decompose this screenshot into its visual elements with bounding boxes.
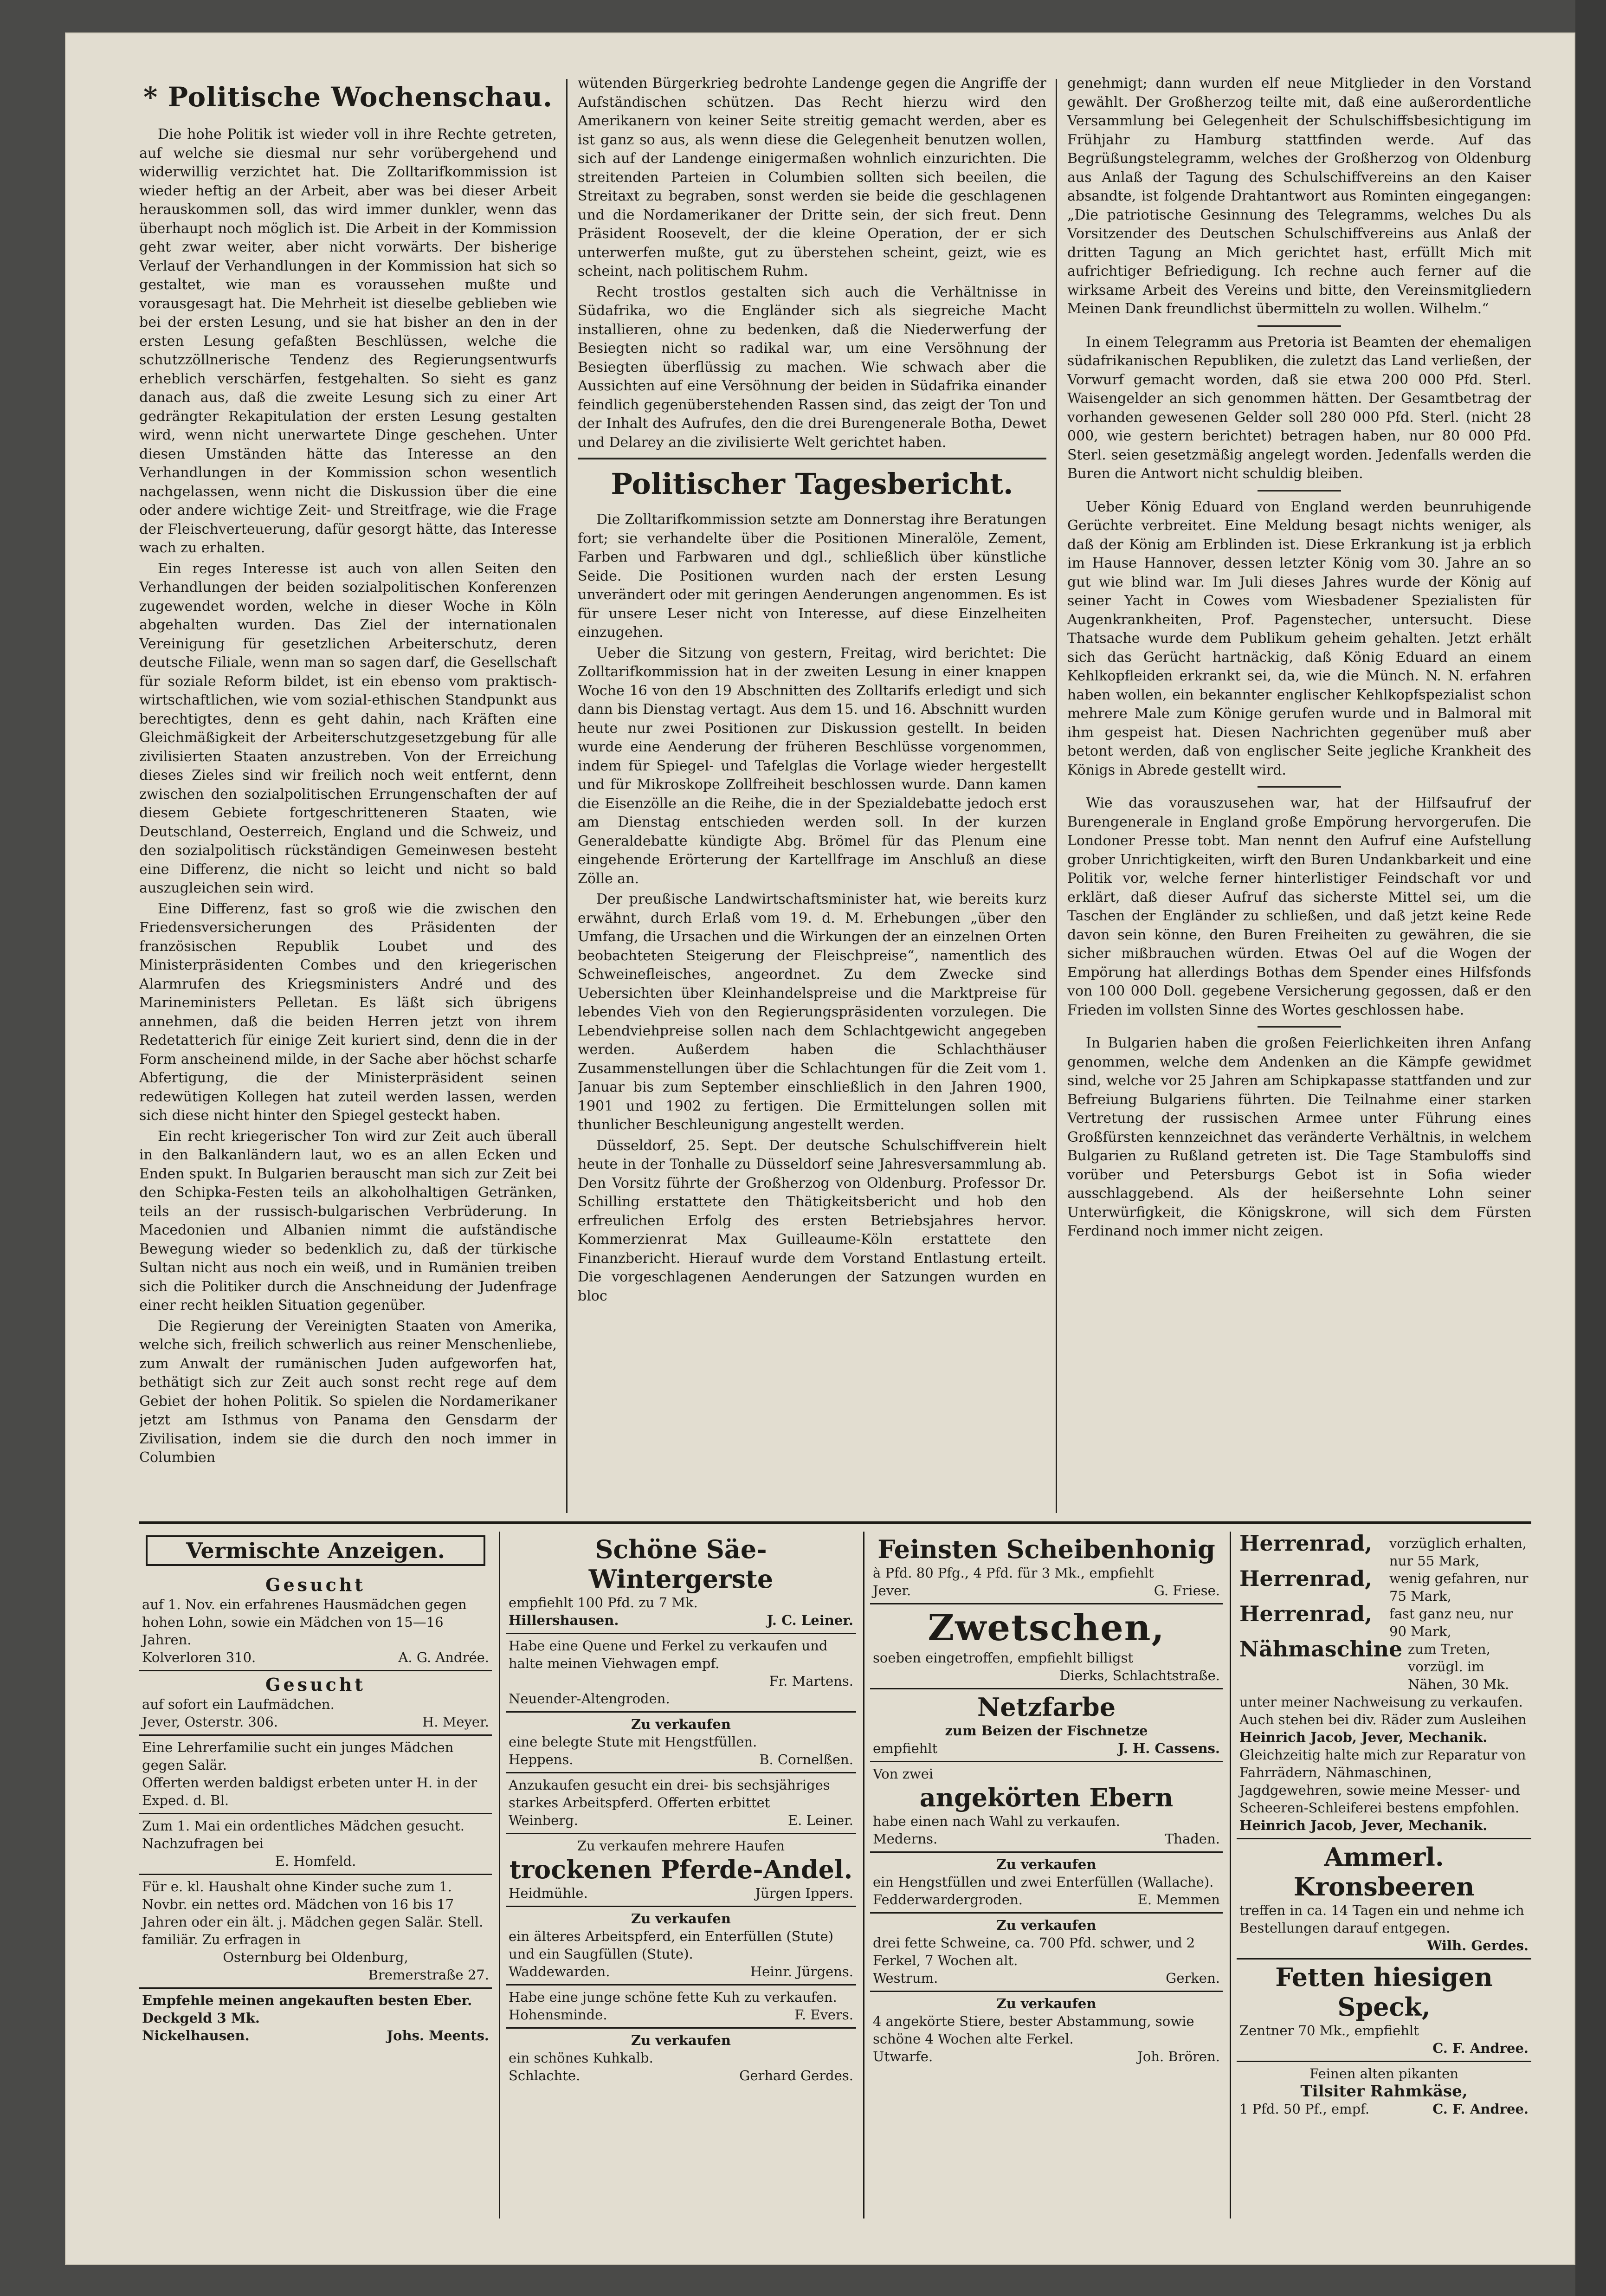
ad-text: Für e. kl. Haushalt ohne Kinder suche zum 1. Novbr. ein nettes ord. Mädchen von 16 bis 17 Jahren oder ein ält. j. Mädchen gegen Salär. Stell. familiär. Zu erfragen in bbox=[142, 1879, 484, 1947]
ad-text: Zum 1. Mai ein ordentliches Mädchen gesucht. Nachzufragen bei bbox=[142, 1818, 464, 1851]
ad-place: Hohensminde. bbox=[509, 2007, 607, 2023]
short-divider bbox=[1258, 490, 1341, 492]
tagesbericht-heading: Politischer Tagesbericht. bbox=[611, 467, 1013, 501]
ad-title: Gesucht bbox=[265, 1574, 366, 1595]
ad-text: Habe eine junge schöne fette Kuh zu verkaufen. bbox=[509, 1989, 837, 2005]
ad-name: B. Cornelßen. bbox=[759, 1752, 853, 1767]
ad-kronsbeeren bbox=[1237, 1839, 1531, 1960]
ad-name: Gerhard Gerdes. bbox=[739, 2068, 853, 2083]
ad-title: Herrenrad, bbox=[1239, 1532, 1373, 1556]
newspaper-page bbox=[139, 74, 1531, 2218]
ad-herrenraeder bbox=[1237, 1532, 1531, 1839]
ads-rule-vertical bbox=[499, 1532, 500, 2218]
ad-scheibenhonig bbox=[870, 1532, 1223, 1604]
paragraph: Düsseldorf, 25. Sept. Der deutsche Schulschiffverein hielt heute in der Tonhalle zu Düsseldorf seine Jahresversammlung ab. Den Vorsitz führte der Großherzog von Oldenburg. Professor Dr. Schilling erstattete den Thätigkeitsbericht und hob den erfreulichen Erfolg des ersten Betriebsjahres hervor. Kommerzienrat Max Guilleaume-Köln erstattete den Finanzbericht. Hierauf wurde dem Vorstand Entlastung erteilt. Die vorgeschlagenen Aenderungen der Satzungen wurden en bloc bbox=[578, 1137, 1046, 1304]
ad-place: Osternburg bei Oldenburg, bbox=[223, 1949, 408, 1965]
ad-gesucht-hausmaedchen bbox=[139, 1572, 492, 1671]
ad-title: Zu verkaufen bbox=[996, 1917, 1096, 1933]
ad-name: H. Meyer. bbox=[422, 1714, 489, 1730]
ads-column-2 bbox=[506, 1532, 856, 2218]
paragraph: In einem Telegramm aus Pretoria ist Beamten der ehemaligen südafrikanischen Republiken, die zuletzt das Land verließen, der Vorwurf gemacht worden, daß sie etwa 200 000 Pfd. Sterl. Waisengelder an sich genommen hätten. Der Gesamtbetrag der vorhanden gewesenen Gelder soll 280 000 Pfd. Sterl. (nicht 28 000, wie gestern berichtet) betragen haben, nur 80 000 Pfd. Sterl. seien gesetzmäßig angelegt worden. Jedenfalls werden die Buren die Antwort nicht schuldig bleiben. bbox=[1067, 334, 1531, 482]
ad-text: Empfehle meinen angekauften besten Eber. Deckgeld 3 Mk. bbox=[142, 1992, 472, 2026]
ad-text: soeben eingetroffen, empfiehlt billigst bbox=[873, 1650, 1134, 1666]
ad-text: ein älteres Arbeitspferd, ein Enterfüllen (Stute) und ein Saugfüllen (Stute). bbox=[509, 1928, 834, 1962]
ad-place: Weinberg. bbox=[509, 1812, 578, 1828]
ad-hengstfuellen bbox=[870, 1853, 1223, 1914]
ads-rule-vertical bbox=[863, 1532, 864, 2218]
ad-name: C. F. Andree. bbox=[1432, 2101, 1529, 2117]
paragraph: Wie das vorauszusehen war, hat der Hilfsaufruf der Burengenerale in England große Empörung hervorgerufen. Die Londoner Presse tobt. Man nennt den Aufruf eine Aufstellung grober Unrichtigkeiten, wirft den Buren Undankbarkeit und eine Politik vor, welche ferner hinterlistiger Feindschaft vor und erklärt, daß dieser Aufruf das sicherste Mittel sei, um die Taschen der Engländer zu schließen, und daß jetzt keine Rede davon sein könne, den Buren Freiheiten zu gewähren, die sie sicher mißbrauchen würden. Etwas Oel auf die Wogen der Empörung hat allerdings Bothas dem Spender eines Hilfsfonds von 100 000 Doll. gegebene Versicherung gegossen, daß er den Frieden im vollsten Sinne des Wortes geschlossen habe. bbox=[1067, 795, 1531, 1018]
ad-name: F. Evers. bbox=[794, 2007, 853, 2023]
ad-text: fast ganz neu, nur 90 Mark, bbox=[1389, 1606, 1513, 1639]
scan-edge bbox=[1575, 0, 1606, 2296]
ad-subtitle: zum Beizen der Fischnetze bbox=[945, 1723, 1148, 1739]
short-divider bbox=[1258, 1026, 1341, 1028]
ad-name: Heinr. Jürgens. bbox=[750, 1964, 853, 1979]
ad-text: Zentner 70 Mk., empfiehlt bbox=[1239, 2023, 1419, 2038]
ad-name: Jürgen Ippers. bbox=[755, 1885, 853, 1901]
ad-name: E. Memmen bbox=[1137, 1892, 1220, 1908]
ad-place: Heppens. bbox=[509, 1752, 574, 1767]
ad-text: Von zwei bbox=[873, 1766, 934, 1782]
ad-place: Waddewarden. bbox=[509, 1964, 610, 1979]
ad-title: Zu verkaufen bbox=[996, 1996, 1096, 2011]
ad-text: empfiehlt 100 Pfd. zu 7 Mk. bbox=[509, 1595, 698, 1610]
section-divider bbox=[578, 458, 1046, 459]
ad-text: treffen in ca. 14 Tagen ein und nehme ich Bestellungen darauf entgegen. bbox=[1239, 1902, 1524, 1936]
ad-aelteres-arbeitspferd bbox=[506, 1907, 856, 1986]
ad-kuhkalb bbox=[506, 2029, 856, 2088]
column-news bbox=[1067, 74, 1531, 1513]
ad-name: Fr. Martens. bbox=[769, 1673, 853, 1689]
ads-rule bbox=[139, 1521, 1531, 1524]
ad-title: Nähmaschine bbox=[1239, 1636, 1403, 1662]
ad-title-big: Fetten hiesigen Speck, bbox=[1275, 1962, 1493, 2022]
ad-place: Jever, Osterstr. 306. bbox=[142, 1714, 278, 1730]
ad-text: auf 1. Nov. ein erfahrenes Hausmädchen gegen hohen Lohn, sowie ein Mädchen von 15—16 Jahren. bbox=[142, 1597, 467, 1648]
paragraph: Die hohe Politik ist wieder voll in ihre Rechte getreten, auf welche sie diesmal nur sehr vorübergehend und widerwillig verzichtet hat. Die Zolltarifkommission ist wieder heftig an der Arbeit, aber was bei dieser Arbeit herauskommen soll, das wird immer dunkler, wenn das überhaupt noch möglich ist. Die Arbeit in der Kommission geht zwar weiter, aber nicht vorwärts. Der bisherige Verlauf der Verhandlungen in der Kommission hat sich so gestaltet, wie man es voraussehen mußte und vorausgesagt hat. Die Mehrheit ist dieselbe geblieben wie bei der ersten Lesung, und sie hat bisher an den in der ersten Lesung gefaßten Beschlüssen, welche die schutzzöllnerische Tendenz des Regierungsentwurfs erheblich verschärfen, festgehalten. So sieht es ganz danach aus, daß die zweite Lesung sich zu einer Art gedrängter Rekapitulation der ersten Lesung gestalten wird, wenn nicht unerwartete Dinge geschehen. Unter diesen Umständen hätte das Interesse an den Verhandlungen in der Kommission schon wesentlich nachgelassen, wenn nicht die Diskussion über die eine oder andere wichtige Zeit- und Streitfrage, wie die Frage der Fleischverteuerung, dafür gesorgt hätte, das Interesse wach zu erhalten. bbox=[139, 126, 557, 556]
ad-name: G. Friese. bbox=[1154, 1583, 1220, 1598]
short-divider bbox=[1258, 786, 1341, 788]
ad-name: C. F. Andree. bbox=[1432, 2040, 1529, 2056]
ad-name: J. C. Leiner. bbox=[767, 1612, 853, 1628]
ad-title: Herrenrad, bbox=[1239, 1566, 1373, 1591]
paragraph: Die Zolltarifkommission setzte am Donnerstag ihre Beratungen fort; sie verhandelte über die Positionen Mineralöle, Zement, Farben und Farbwaren und dgl., schließlich über künstliche Seide. Die Positionen wurden nach der ersten Lesung unverändert oder mit geringen Aenderungen angenommen. Es ist für unsere Leser nicht von Interesse, auf diese Einzelheiten einzugehen. bbox=[578, 511, 1046, 640]
ad-place: Schlachte. bbox=[509, 2068, 580, 2083]
ad-title: Zu verkaufen bbox=[631, 1716, 731, 1732]
column-wochenschau bbox=[139, 74, 557, 1513]
ad-stiere bbox=[870, 1992, 1223, 2069]
paragraph: Ein reges Interesse ist auch von allen Seiten den Verhandlungen der beiden sozialpolitischen Konferenzen zugewendet worden, welche in dieser Woche in Köln abgehalten wurden. Das Ziel der internationalen Vereinigung für gesetzlichen Arbeiterschutz, deren deutsche Filiale, wenn man so sagen darf, die Gesellschaft für soziale Reform bildet, ist ein ebenso vom praktisch-wirtschaftlichen, wie vom sozial-ethischen Standpunkt aus berechtigtes, denn es geht dahin, nach Kräften eine Gleichmäßigkeit der Arbeiterschutzgesetzgebung für alle zivilisierten Staaten anzustreben. Von der Erreichung dieses Zieles sind wir freilich noch weit entfernt, denn zwischen den sozialpolitischen Errungenschaften der auf diesem Gebiete fortgeschritteneren Staaten, wie Deutschland, Oesterreich, England und die Schweiz, und den sozialpolitisch rückständigen Gemeinwesen besteht eine Differenz, die nicht so leicht und nicht so bald auszugleichen sein wird. bbox=[139, 560, 557, 896]
ad-place: Heidmühle. bbox=[509, 1885, 588, 1901]
ad-name: Dierks, Schlachtstraße. bbox=[1059, 1668, 1220, 1683]
paragraph: wütenden Bürgerkrieg bedrohte Landenge gegen die Angriffe der Aufständischen schützen. Das Recht hierzu wird den Amerikanern von keiner Seite streitig gemacht werden, aber es ist ganz so aus, als wenn diese die Gelegenheit benutzen wollen, sich auf der Landenge einigermaßen wohnlich einzurichten. Die streitenden Parteien in Columbien sollten sich beeilen, die Streitaxt zu begraben, sonst werden sie beide die geschlagenen und die Nordamerikaner der Dritte sein, der sich freut. Denn Präsident Roosevelt, der die kleine Operation, der er sich unterwerfen mußte, gut zu überstehen scheint, geizt, wie es scheint, nach politischem Ruhm. bbox=[578, 75, 1046, 279]
ad-text: 1 Pfd. 50 Pf., empf. bbox=[1239, 2101, 1370, 2117]
ad-title: Feinsten Scheibenhonig bbox=[877, 1534, 1215, 1564]
ad-wintergerste bbox=[506, 1532, 856, 1634]
column-rule bbox=[566, 79, 568, 1513]
wochenschau-heading: * Politische Wochenschau. bbox=[143, 81, 553, 113]
ad-arbeitspferd-gesucht bbox=[506, 1773, 856, 1834]
ad-quene bbox=[506, 1634, 856, 1713]
ad-name: A. G. Andrée. bbox=[398, 1649, 489, 1665]
ad-text: Offerten werden baldigst erbeten unter H. in der Exped. d. Bl. bbox=[142, 1775, 477, 1808]
paragraph: genehmigt; dann wurden elf neue Mitglieder in den Vorstand gewählt. Der Großherzog teilte mit, daß eine außerordentliche Versammlung bei Gelegenheit der Schulschiffsbesichtigung im Frühjahr zu Hamburg stattfinden werde. Auf das Begrüßungstelegramm, welches der Großherzog von Oldenburg aus Anlaß der Tagung des Schulschiffvereins an den Kaiser absandte, ist folgende Drahtantwort aus Rominten eingegangen: „Die patriotische Gesinnung des Telegramms, welches Du als Vorsitzender des Deutschen Schulschiffvereins aus Anlaß der dritten Tagung an Mich gerichtet hast, erfüllt Mich mit aufrichtiger Befriedigung. Ich rechne auch ferner auf die wirksame Arbeit des Vereins und bitte, den Vereinsmitgliedern Meinen Dank freundlichst übermitteln zu wollen. Wilhelm.“ bbox=[1067, 75, 1531, 317]
ad-schweine bbox=[870, 1914, 1223, 1992]
ad-haushalt bbox=[139, 1875, 492, 1989]
ads-rule-vertical bbox=[1230, 1532, 1231, 2218]
ad-title: Schöne Säe-Wintergerste bbox=[588, 1534, 774, 1594]
ad-place: Kolverloren 310. bbox=[142, 1649, 256, 1665]
ad-title: Zu verkaufen bbox=[996, 1856, 1096, 1872]
ads-column-3 bbox=[870, 1532, 1223, 2218]
paragraph: Die Regierung der Vereinigten Staaten von Amerika, welche sich, freilich schwerlich aus reiner Menschenliebe, zum Anwalt der rumänischen Juden aufgeworfen hat, bethätigt sich zur Zeit auch sonst recht rege auf dem Gebiet der hohen Politik. So spielen die Nordamerikaner jetzt am Isthmus von Panama den Gensdarm der Zivilisation, indem sie die durch den noch immer in Columbien bbox=[139, 1318, 557, 1466]
ad-text: eine belegte Stute mit Hengstfüllen. bbox=[509, 1734, 757, 1750]
ads-column-1 bbox=[139, 1532, 492, 2218]
ad-title-big: angekörten Ebern bbox=[919, 1783, 1174, 1812]
ad-pferde-andel bbox=[506, 1834, 856, 1907]
ad-place: Nickelhausen. bbox=[142, 2028, 250, 2044]
ad-name: E. Homfeld. bbox=[275, 1853, 356, 1869]
ad-eber bbox=[139, 1989, 492, 2048]
ad-text: unter meiner Nachweisung zu verkaufen. Auch stehen bei div. Räder zum Ausleihen bbox=[1239, 1694, 1527, 1727]
ad-mai-maedchen bbox=[139, 1814, 492, 1875]
ad-title: Zu verkaufen bbox=[631, 1911, 731, 1927]
ad-name: Heinrich Jacob, Jever, Mechanik. bbox=[1239, 1817, 1488, 1833]
ad-gesucht-laufmaedchen bbox=[139, 1671, 492, 1736]
ad-place: Utwarfe. bbox=[873, 2049, 933, 2064]
ad-title: Herrenrad, bbox=[1239, 1601, 1373, 1626]
advertisements bbox=[139, 1532, 1531, 2218]
ad-title: Tilsiter Rahmkäse, bbox=[1300, 2082, 1468, 2101]
article-columns bbox=[139, 74, 1531, 1513]
ad-rahmkaese bbox=[1237, 2062, 1531, 2121]
ad-title: Zu verkaufen mehrere Haufen bbox=[577, 1838, 785, 1854]
ad-kuh bbox=[506, 1986, 856, 2029]
ad-place: Bremerstraße 27. bbox=[368, 1967, 489, 1983]
ad-place: Jever. bbox=[873, 1583, 911, 1598]
paragraph: Ein recht kriegerischer Ton wird zur Zeit auch überall in den Balkanländern laut, wo es an allen Ecken und Enden spukt. In Bulgarien berauscht man sich zur Zeit bei den Schipka-Festen teils an alkoholhaltigen Getränken, teils an der russisch-bulgarischen Verbrüderung. In Macedonien und Albanien nimmt die aufständische Bewegung wieder so bedenklich zu, daß der türkische Sultan nicht aus noch ein weiß, und in Rumänien treiben sich die Politiker durch die Anschneidung der Judenfrage einer recht heiklen Situation gegenüber. bbox=[139, 1128, 557, 1313]
ad-text: ein Hengstfüllen und zwei Enterfüllen (Wallache). bbox=[873, 1874, 1214, 1890]
ad-text: auf sofort ein Laufmädchen. bbox=[142, 1696, 335, 1712]
ad-name: Wilh. Gerdes. bbox=[1426, 1938, 1529, 1953]
ad-place: Fedderwardergroden. bbox=[873, 1892, 1023, 1908]
ad-title: Zu verkaufen bbox=[631, 2032, 731, 2048]
ad-lehrerfamilie bbox=[139, 1736, 492, 1814]
ad-place: Hillershausen. bbox=[509, 1612, 619, 1628]
paragraph: Ueber die Sitzung von gestern, Freitag, wird berichtet: Die Zolltarifkommission hat in der zweiten Lesung in einer knappen Woche 16 von den 19 Abschnitten des Zolltarifs erledigt und sich dann bis Dienstag vertagt. Aus dem 15. und 16. Abschnitt wurden heute nur zwei Positionen zur Diskussion gestellt. In beiden wurde eine Aenderung der früheren Beschlüsse vorgenommen, indem für Spiegel- und Tafelglas die Vorlage wieder hergestellt und für Mikroskope Zollfreiheit beschlossen wurde. Dann kamen die Eisenzölle an die Reihe, die in der Spezialdebatte jedoch erst am Dienstag entschieden werden soll. In der kurzen Generaldebatte kündigte Abg. Brömel für das Plenum eine eingehende Erörterung der Kartellfrage im Anschluß an diese Zölle an. bbox=[578, 645, 1046, 887]
ad-name: Joh. Brören. bbox=[1137, 2049, 1220, 2064]
ad-text: Anzukaufen gesucht ein drei- bis sechsjähriges starkes Arbeitspferd. Offerten erbittet bbox=[509, 1777, 830, 1811]
ad-text: Eine Lehrerfamilie sucht ein junges Mädchen gegen Salär. bbox=[142, 1740, 454, 1773]
vermischte-anzeigen-box: Vermischte Anzeigen. bbox=[146, 1535, 485, 1566]
ad-text: 4 angekörte Stiere, bester Abstammung, sowie schöne 4 Wochen alte Ferkel. bbox=[873, 2013, 1194, 2047]
paragraph: In Bulgarien haben die großen Feierlichkeiten ihren Anfang genommen, welche dem Andenken an die Kämpfe gewidmet sind, welche vor 25 Jahren am Schipkapasse stattfanden und zur Befreiung Bulgariens führten. Die Teilnahme einer starken Vertretung der russischen Armee unter Führung eines Großfürsten kennzeichnet das veränderte Verhältnis, in welchem Bulgarien zu Rußland getreten ist. Die Tage Stambuloffs sind vorüber und Petersburgs Gebot ist in Sofia wieder ausschlaggebend. Als der heißersehnte Lohn seiner Unterwürfigkeit, die Königskrone, will sich dem Fürsten Ferdinand noch immer nicht zeigen. bbox=[1067, 1035, 1531, 1239]
ad-text: Habe eine Quene und Ferkel zu verkaufen und halte meinen Viehwagen empf. bbox=[509, 1638, 828, 1671]
ad-text: Gleichzeitig halte mich zur Reparatur von Fahrrädern, Nähmaschinen, Jagdgewehren, sowie meine Messer- und Scheeren-Schleiferei bestens empfohlen. bbox=[1239, 1747, 1526, 1816]
column-tagesbericht bbox=[578, 74, 1046, 1513]
ad-text: empfiehlt bbox=[873, 1740, 938, 1756]
ads-column-4 bbox=[1237, 1532, 1531, 2218]
ad-text: Feinen alten pikanten bbox=[1309, 2066, 1458, 2082]
ad-ebern bbox=[870, 1762, 1223, 1853]
ad-text: zum Treten, vorzügl. im Nähen, 30 Mk. bbox=[1408, 1641, 1509, 1692]
ad-netzfarbe bbox=[870, 1689, 1223, 1762]
ad-name: Gerken. bbox=[1166, 1970, 1220, 1986]
ad-text: wenig gefahren, nur 75 Mark, bbox=[1389, 1571, 1529, 1604]
paragraph: Ueber König Eduard von England werden beunruhigende Gerüchte verbreitet. Eine Meldung besagt nichts weniger, als daß der König am Erblinden ist. Diese Erkrankung ist ja erblich im Hause Hannover, dessen letzter König vom 30. Jahre an so gut wie blind war. Im Juli dieses Jahres wurde der König auf seiner Yacht in Cowes vom Wiesbadener Spezialisten für Augenkrankheiten, Prof. Pagenstecher, untersucht. Diese Thatsache wurde dem Publikum geheim gehalten. Jetzt erhält sich das Gerücht hartnäckig, daß König Eduard an einem Kehlkopfleiden erkrankt sei, da, wie die Münch. N. N. erfahren haben wollen, ein bekannter englischer Kehlkopfspezialist schon mehrere Male zum Könige gerufen wurde und in Balmoral mit ihm gespeist hat. Diesen Nachrichten gegenüber muß aber betont werden, daß von englischer Seite jegliche Krankheit des Königs in Abrede gestellt wird. bbox=[1067, 498, 1531, 778]
ad-speck bbox=[1237, 1960, 1531, 2062]
ad-place: Neuender-Altengroden. bbox=[509, 1691, 670, 1707]
ad-name: E. Leiner. bbox=[787, 1812, 853, 1828]
ad-name: Johs. Meents. bbox=[387, 2028, 489, 2044]
ad-title: Gesucht bbox=[265, 1674, 366, 1695]
ad-text: ein schönes Kuhkalb. bbox=[509, 2050, 653, 2066]
short-divider bbox=[1258, 325, 1341, 327]
ad-title-big: Zwetschen, bbox=[928, 1607, 1165, 1649]
paragraph: Eine Differenz, fast so groß wie die zwischen den Friedensversicherungen des Präsidenten der französischen Republik Loubet und des Ministerpräsidenten Combes und den kriegerischen Alarmrufen des Kriegsministers André und des Marineministers Pelletan. Es läßt sich übrigens annehmen, daß die beiden Herren jetzt von ihrem Redetatterich für einige Zeit kuriert sind, denn die in der Form anscheinend milde, in der Sache aber höchst scharfe Abfertigung, die der Ministerpräsident seinen redewütigen Kollegen hat zuteil werden lassen, werden sich diese nicht hinter den Spiegel gesteckt haben. bbox=[139, 900, 557, 1124]
ad-zwetschen bbox=[870, 1604, 1223, 1689]
ad-name: Thaden. bbox=[1165, 1831, 1220, 1847]
ad-name: J. H. Cassens. bbox=[1118, 1740, 1220, 1756]
paragraph: Recht trostlos gestalten sich auch die Verhältnisse in Südafrika, wo die Engländer sich als siegreiche Macht installieren, ohne zu bedenken, daß die Niederwerfung der Besiegten nicht so radikal war, um eine Versöhnung der Besiegten überflüssig zu machen. Wie schwach aber die Aussichten auf eine Versöhnung der beiden in Südafrika einander feindlich gegenüberstehenden Rassen sind, das zeigt der Ton und der Inhalt des Aufrufes, den die drei Burengenerale Botha, Dewet und Delarey an die zivilisierte Welt gerichtet haben. bbox=[578, 284, 1046, 451]
paragraph: Der preußische Landwirtschaftsminister hat, wie bereits kurz erwähnt, durch Erlaß vom 19. d. M. Erhebungen „über den Umfang, die Ursachen und die Wirkungen der an einzelnen Orten beobachteten Steigerung der Fleischpreise“, namentlich des Schweinefleisches, angeordnet. Zu dem Zwecke sind Uebersichten über Kleinhandelspreise und die Marktpreise für lebendes Vieh von den Regierungspräsidenten vorzulegen. Die Lebendviehpreise sollen nach dem Schlachtgewicht angegeben werden. Außerdem haben die Schlachthäuser Zusammenstellungen über die Schlachtungen für die Zeit vom 1. Januar bis zum September einschließlich in den Jahren 1900, 1901 und 1902 zu fertigen. Die Ermittelungen sollen mit thunlicher Beschleunigung angestellt werden. bbox=[578, 891, 1046, 1133]
ad-text: vorzüglich erhalten, nur 55 Mark, bbox=[1389, 1535, 1527, 1569]
ad-title-big: trockenen Pferde-Andel. bbox=[509, 1855, 853, 1884]
ad-name: Heinrich Jacob, Jever, Mechanik. bbox=[1239, 1729, 1488, 1745]
ad-place: Mederns. bbox=[873, 1831, 938, 1847]
ad-stute bbox=[506, 1713, 856, 1773]
ad-title-big: Netzfarbe bbox=[977, 1692, 1116, 1722]
ad-text: drei fette Schweine, ca. 700 Pfd. schwer, und 2 Ferkel, 7 Wochen alt. bbox=[873, 1935, 1195, 1968]
ad-place: Westrum. bbox=[873, 1970, 938, 1986]
ad-text: habe einen nach Wahl zu verkaufen. bbox=[873, 1813, 1120, 1829]
ad-text: à Pfd. 80 Pfg., 4 Pfd. für 3 Mk., empfiehlt bbox=[873, 1565, 1154, 1581]
column-rule bbox=[1056, 79, 1057, 1513]
ad-title-big: Ammerl. Kronsbeeren bbox=[1293, 1842, 1475, 1901]
